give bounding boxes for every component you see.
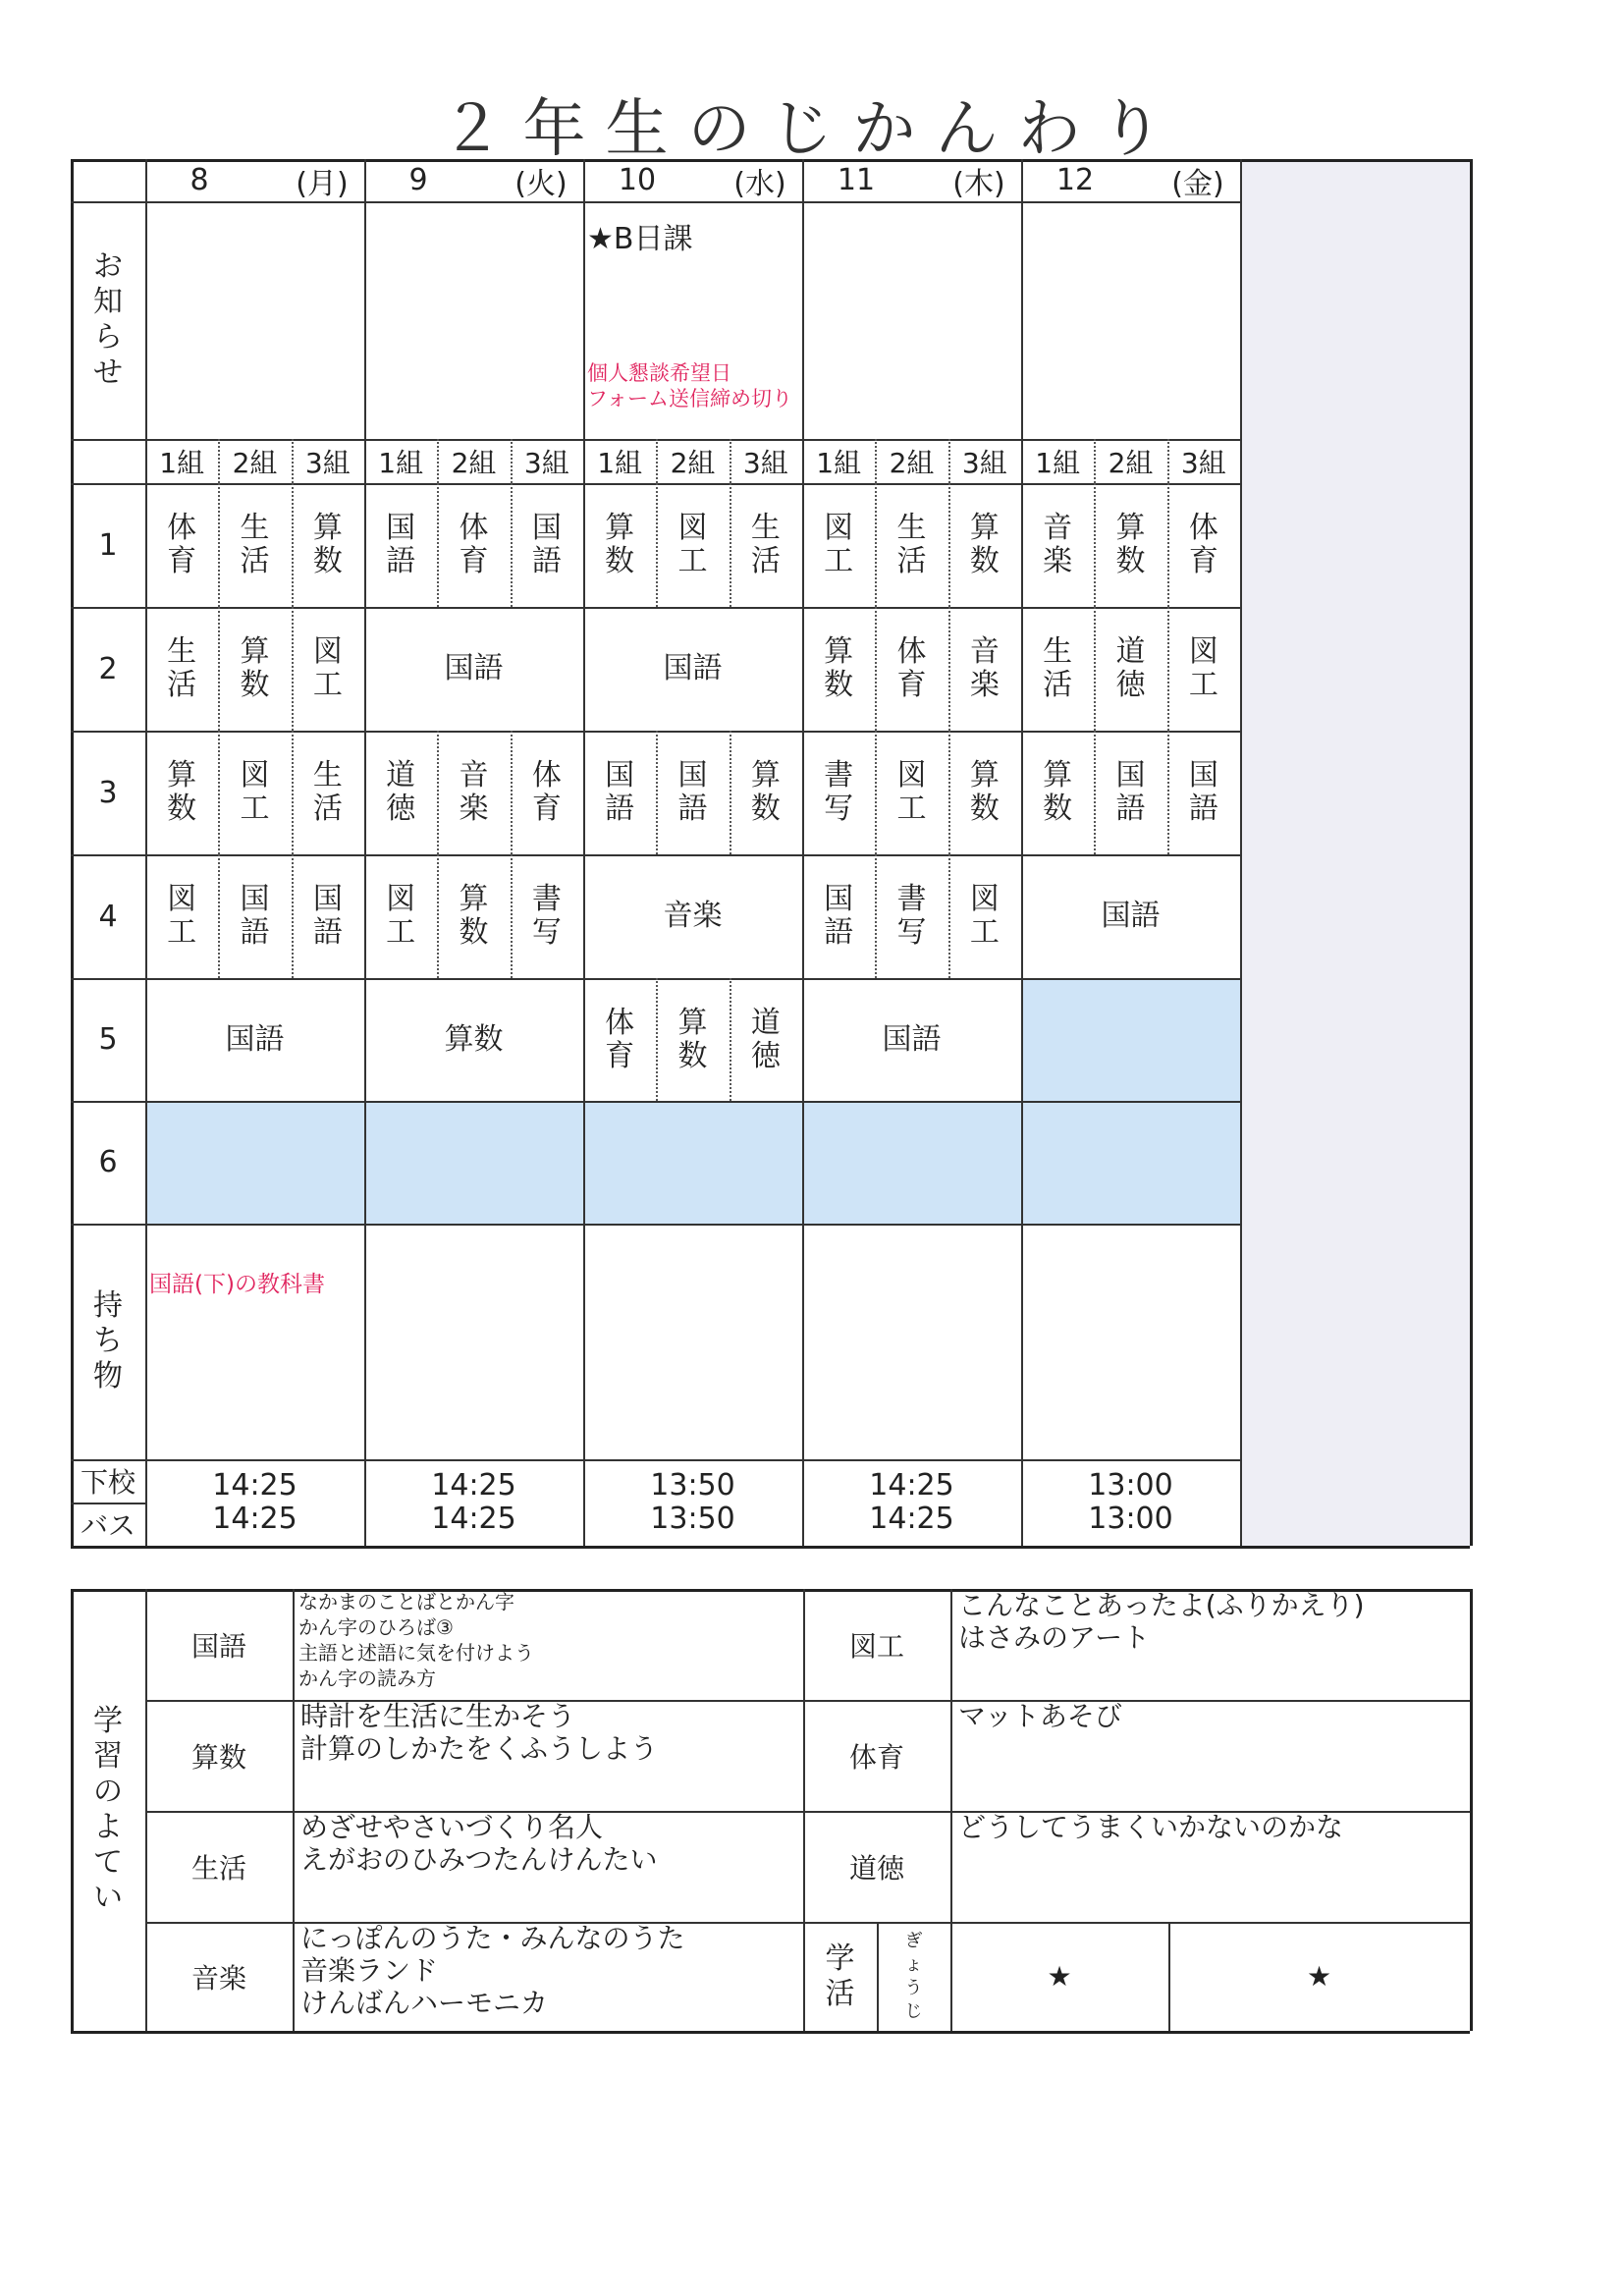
class-label: 2組 [232,446,278,479]
subject-units-zuko: こんなことあったよ(ふりかえり) はさみのアート [958,1589,1365,1654]
subject-cell: 国 語 [677,758,708,826]
subject-merged: 国語 [225,1021,285,1057]
subject-cell: 道 徳 [386,758,416,826]
dismissal-label: 下校 [80,1466,135,1499]
bus-time: 14:25 [431,1502,516,1536]
subject-cell: 算 数 [167,758,197,826]
notice-b-schedule: ★B日課 [587,222,693,256]
subject-cell: 算 数 [824,634,854,702]
subject-cell: 図 工 [824,511,854,578]
subject-label-zuko: 図工 [848,1629,904,1663]
class-label: 2組 [451,446,497,479]
class-label: 3組 [304,446,351,479]
bus-time: 14:25 [212,1502,298,1536]
bus-time: 13:00 [1088,1502,1173,1536]
subject-merged: 算数 [444,1021,504,1057]
bus-time: 14:25 [869,1502,954,1536]
subject-cell: 書 写 [531,882,562,950]
day-of-week: (水) [733,166,786,201]
subject-cell: 図 工 [167,882,197,950]
subject-cell: 道 徳 [750,1005,781,1073]
subject-cell: 算 数 [750,758,781,826]
subject-units-seikatsu: めざせやさいづくり名人 えがおのひみつたんけんたい [300,1811,658,1876]
subject-cell: 図 工 [969,882,1000,950]
class-label: 1組 [378,446,424,479]
subject-cell: 生 活 [750,511,781,578]
subject-cell: 体 育 [896,634,927,702]
subject-cell: 国 語 [240,882,270,950]
gakkatsu-sub-label: ぎ ょ う じ [904,1930,923,2022]
subject-label-kokugo: 国語 [190,1629,246,1663]
period-number: 5 [98,1022,118,1057]
subject-merged: 国語 [1101,899,1161,933]
belongings-monday: 国語(下)の教科書 [149,1271,325,1297]
grey-margin-column [1240,159,1470,1546]
subject-cell: 図 工 [240,758,270,826]
subject-units-ongaku: にっぽんのうた・みんなのうた 音楽ランド けんばんハーモニカ [300,1922,685,2019]
subject-units-sansu: 時計を生活に生かそう 計算のしかたをくふうしよう [300,1700,659,1765]
subject-merged: 国語 [444,651,504,685]
learning-plan-label: 学 習 の よ て い [93,1704,123,1915]
day-number: 10 [618,163,657,197]
subject-cell: 図 工 [386,882,416,950]
day-of-week: (木) [952,166,1005,201]
day-of-week: (火) [514,166,568,201]
gakkatsu-star-2: ★ [1306,1960,1332,1993]
subject-cell: 体 育 [1188,511,1218,578]
day-of-week: (金) [1171,166,1224,201]
gakkatsu-star-1: ★ [1047,1960,1072,1993]
class-label: 3組 [961,446,1007,479]
subject-cell: 図 工 [312,634,343,702]
bus-time: 13:50 [650,1502,735,1536]
subject-cell: 国 語 [531,511,562,578]
subject-cell: 算 数 [312,511,343,578]
subject-cell: 図 工 [896,758,927,826]
subject-cell: 音 楽 [459,758,489,826]
subject-cell: 体 育 [531,758,562,826]
subject-cell: 国 語 [605,758,635,826]
day-number: 11 [837,163,876,197]
dismissal-time: 13:00 [1088,1468,1173,1503]
period-number: 6 [98,1145,118,1179]
period-number: 1 [98,527,118,563]
class-label: 1組 [1035,446,1081,479]
dismissal-time: 14:25 [869,1468,954,1503]
subject-label-dotoku: 道徳 [848,1851,904,1885]
day-number: 8 [189,163,209,197]
subject-cell: 体 育 [459,511,489,578]
subject-cell: 図 工 [677,511,708,578]
subject-cell: 生 活 [240,511,270,578]
period-number: 4 [98,899,118,934]
bus-label: バス [80,1509,135,1542]
class-label: 3組 [742,446,788,479]
subject-cell: 算 数 [677,1005,708,1073]
dismissal-time: 14:25 [431,1468,516,1503]
dismissal-time: 14:25 [212,1468,298,1503]
subject-cell: 音 楽 [969,634,1000,702]
notice-conference-1: 個人懇談希望日 [587,361,731,385]
subject-cell: 生 活 [167,634,197,702]
subject-label-ongaku: 音楽 [190,1961,246,1995]
subject-units-taiiku: マットあそび [958,1700,1122,1732]
subject-merged: 国語 [663,651,723,685]
subject-cell: 道 徳 [1115,634,1146,702]
period-number: 2 [98,651,118,686]
subject-cell: 書 写 [896,882,927,950]
subject-cell: 生 活 [896,511,927,578]
subject-cell: 生 活 [312,758,343,826]
subject-merged: 音楽 [663,899,723,933]
subject-label-gakkatsu: 学 活 [825,1941,855,2011]
class-label: 1組 [816,446,862,479]
subject-cell: 国 語 [386,511,416,578]
period-number: 3 [98,775,118,810]
subject-cell: 国 語 [1188,758,1218,826]
subject-label-sansu: 算数 [190,1740,246,1774]
belongings-label: 持 ち 物 [93,1288,123,1394]
class-label: 3組 [523,446,569,479]
subject-cell: 図 工 [1188,634,1218,702]
subject-cell: 算 数 [459,882,489,950]
subject-cell: 算 数 [240,634,270,702]
page-title: ２年生のじかんわり [440,93,1183,166]
subject-cell: 算 数 [969,758,1000,826]
subject-cell: 音 楽 [1043,511,1073,578]
class-label: 3組 [1180,446,1226,479]
notice-label: お 知 ら せ [93,249,123,390]
subject-cell: 国 語 [1115,758,1146,826]
subject-cell: 算 数 [1043,758,1073,826]
notice-conference-2: フォーム送信締め切り [587,387,792,410]
subject-cell: 体 育 [605,1005,635,1073]
class-label: 2組 [889,446,935,479]
subject-cell: 国 語 [824,882,854,950]
class-label: 2組 [670,446,716,479]
dismissal-time: 13:50 [650,1468,735,1503]
class-label: 1組 [597,446,643,479]
subject-units-dotoku: どうしてうまくいかないのかな [958,1811,1344,1843]
empty-period-row [145,1101,1240,1224]
subject-cell: 生 活 [1043,634,1073,702]
subject-cell: 算 数 [1115,511,1146,578]
subject-cell: 書 写 [824,758,854,826]
subject-label-seikatsu: 生活 [190,1851,246,1885]
empty-period-cell [1021,978,1240,1101]
class-label: 2組 [1108,446,1154,479]
day-number: 9 [408,163,428,197]
subject-cell: 体 育 [167,511,197,578]
subject-cell: 算 数 [969,511,1000,578]
subject-label-taiiku: 体育 [848,1740,904,1774]
day-number: 12 [1055,163,1095,197]
subject-units-kokugo: なかまのことばとかん字 かん字のひろば③ 主語と述語に気を付けよう かん字の読み方 [298,1590,534,1690]
day-of-week: (月) [296,166,349,201]
subject-cell: 算 数 [605,511,635,578]
subject-cell: 国 語 [312,882,343,950]
class-label: 1組 [159,446,205,479]
subject-merged: 国語 [882,1021,942,1057]
